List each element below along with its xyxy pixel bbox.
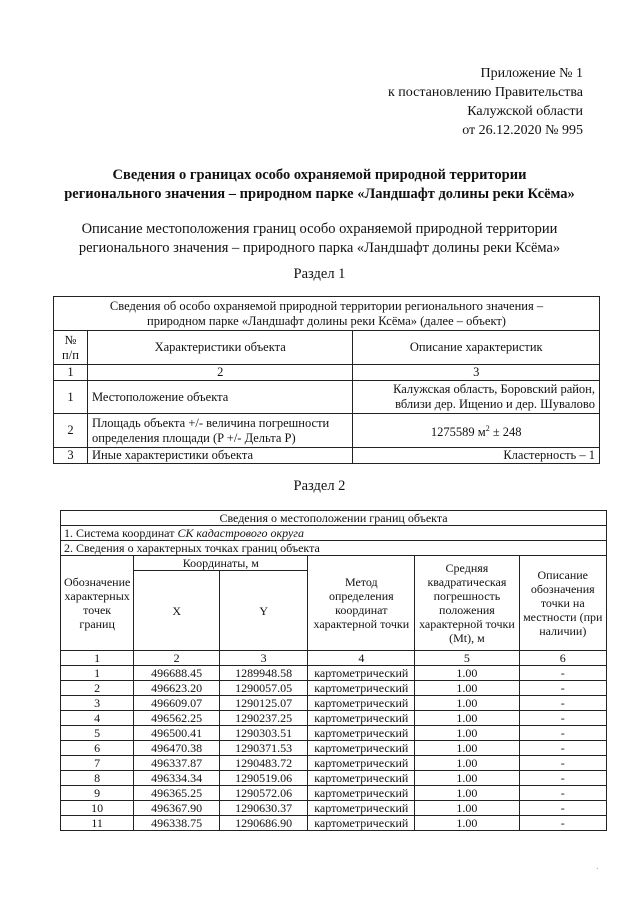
table-row <box>61 786 607 801</box>
method: картометрический <box>308 711 415 726</box>
column-number: 3 <box>220 651 308 666</box>
coord-y: 1290371.53 <box>220 741 308 756</box>
section2-heading: Раздел 2 <box>293 478 346 494</box>
row-name: Иные характеристики объекта <box>87 448 353 464</box>
mt-error: 1.00 <box>415 726 519 741</box>
mt-error: 1.00 <box>415 786 519 801</box>
header-number: № п/п <box>54 331 88 365</box>
coord-y: 1289948.58 <box>220 666 308 681</box>
point-number: 9 <box>61 786 134 801</box>
table-row <box>54 448 600 464</box>
appendix-line: к постановлению Правительства <box>387 85 583 100</box>
area-error: ± 248 <box>489 425 522 440</box>
points-info-line: 2. Сведения о характерных точках границ объекта <box>61 541 607 556</box>
method: картометрический <box>308 681 415 696</box>
point-number: 7 <box>61 756 134 771</box>
subtitle-line: регионального значения – природного парка «Ландшафт долины реки Ксёма» <box>78 240 561 256</box>
table-row <box>61 801 607 816</box>
coord-y: 1290125.07 <box>220 696 308 711</box>
coord-x: 496470.38 <box>134 741 220 756</box>
mt-error: 1.00 <box>415 741 519 756</box>
coord-x: 496500.41 <box>134 726 220 741</box>
point-description: - <box>519 711 606 726</box>
header-coordinates: Координаты, м <box>134 556 308 571</box>
header-description: Описание обозначения точки на местности (при наличии) <box>519 556 606 651</box>
coord-x: 496365.25 <box>134 786 220 801</box>
column-number: 2 <box>87 365 353 381</box>
table-row <box>61 816 607 831</box>
mt-error: 1.00 <box>415 771 519 786</box>
coord-y: 1290057.05 <box>220 681 308 696</box>
point-description: - <box>519 681 606 696</box>
column-number: 3 <box>353 365 600 381</box>
table-row <box>61 696 607 711</box>
coord-x: 496338.75 <box>134 816 220 831</box>
coord-y: 1290686.90 <box>220 816 308 831</box>
method: картометрический <box>308 666 415 681</box>
coord-x: 496337.87 <box>134 756 220 771</box>
point-number: 8 <box>61 771 134 786</box>
method: картометрический <box>308 771 415 786</box>
subtitle-line: Описание местоположения границ особо охраняемой природной территории <box>81 221 558 237</box>
method: картометрический <box>308 801 415 816</box>
point-number: 11 <box>61 816 134 831</box>
scan-artifact: · <box>595 864 599 875</box>
mt-error: 1.00 <box>415 696 519 711</box>
point-number: 5 <box>61 726 134 741</box>
table-row <box>61 756 607 771</box>
table-row <box>54 414 600 448</box>
point-description: - <box>519 786 606 801</box>
method: картометрический <box>308 786 415 801</box>
mt-error: 1.00 <box>415 816 519 831</box>
coordinate-system-name: СК кадастрового округа <box>177 526 304 540</box>
point-description: - <box>519 741 606 756</box>
point-number: 3 <box>61 696 134 711</box>
mt-error: 1.00 <box>415 711 519 726</box>
column-number: 5 <box>415 651 519 666</box>
row-value: Калужская область, Боровский район, вблизи дер. Ищенио и дер. Шувалово <box>353 381 600 414</box>
table-row <box>61 771 607 786</box>
table-row <box>61 681 607 696</box>
appendix-block <box>388 64 583 140</box>
coord-y: 1290483.72 <box>220 756 308 771</box>
coord-y: 1290630.37 <box>220 801 308 816</box>
title-line: регионального значения – природном парке «Ландшафт долины реки Ксёма» <box>64 186 575 202</box>
point-description: - <box>519 801 606 816</box>
appendix-line: Приложение № 1 <box>480 66 583 81</box>
coord-x: 496562.25 <box>134 711 220 726</box>
document-title <box>0 166 639 204</box>
point-number: 4 <box>61 711 134 726</box>
coordinate-system-line <box>61 526 607 541</box>
mt-error: 1.00 <box>415 681 519 696</box>
header-description: Описание характеристик <box>353 331 600 365</box>
point-number: 2 <box>61 681 134 696</box>
appendix-line: от 26.12.2020 № 995 <box>462 123 583 138</box>
table-row <box>61 726 607 741</box>
table-title: Сведения об особо охраняемой природной территории регионального значения – природном парке «Ландшафт долины реки Ксёма» (далее – объект) <box>54 297 600 331</box>
title-line: Сведения о границах особо охраняемой природной территории <box>112 167 527 183</box>
table-row <box>61 711 607 726</box>
method: картометрический <box>308 726 415 741</box>
table-row <box>61 666 607 681</box>
coord-x: 496334.34 <box>134 771 220 786</box>
coord-x: 496609.07 <box>134 696 220 711</box>
point-number: 6 <box>61 741 134 756</box>
point-description: - <box>519 816 606 831</box>
header-method: Метод определения координат характерной точки <box>308 556 415 651</box>
points-body <box>61 666 607 831</box>
boundary-points-table <box>60 510 607 831</box>
object-info-table <box>53 296 600 464</box>
row-number: 2 <box>54 414 88 448</box>
coord-y: 1290572.06 <box>220 786 308 801</box>
row-number: 1 <box>54 381 88 414</box>
section1-heading: Раздел 1 <box>293 266 346 282</box>
appendix-line: Калужской области <box>467 104 583 119</box>
point-description: - <box>519 666 606 681</box>
point-description: - <box>519 771 606 786</box>
header-y: Y <box>220 571 308 651</box>
coord-x: 496367.90 <box>134 801 220 816</box>
row-number: 3 <box>54 448 88 464</box>
mt-error: 1.00 <box>415 756 519 771</box>
point-description: - <box>519 696 606 711</box>
row-value <box>353 414 600 448</box>
mt-error: 1.00 <box>415 666 519 681</box>
row-name: Площадь объекта +/- величина погрешности определения площади (P +/- Дельта P) <box>87 414 353 448</box>
point-description: - <box>519 726 606 741</box>
row-name: Местоположение объекта <box>87 381 353 414</box>
row-value: Кластерность – 1 <box>353 448 600 464</box>
coord-x: 496688.45 <box>134 666 220 681</box>
area-unit-exponent: 2 <box>485 423 490 433</box>
column-number: 2 <box>134 651 220 666</box>
column-number: 1 <box>61 651 134 666</box>
table-row <box>61 741 607 756</box>
coord-x: 496623.20 <box>134 681 220 696</box>
column-number: 4 <box>308 651 415 666</box>
document-subtitle <box>0 220 639 258</box>
mt-error: 1.00 <box>415 801 519 816</box>
point-number: 1 <box>61 666 134 681</box>
point-number: 10 <box>61 801 134 816</box>
coord-y: 1290237.25 <box>220 711 308 726</box>
area-value: 1275589 м <box>430 425 486 440</box>
coordinate-system-prefix: 1. Система координат <box>64 526 178 540</box>
column-number: 1 <box>54 365 88 381</box>
header-x: X <box>134 571 220 651</box>
method: картометрический <box>308 741 415 756</box>
table-row <box>54 381 600 414</box>
header-characteristics: Характеристики объекта <box>87 331 353 365</box>
point-description: - <box>519 756 606 771</box>
header-point: Обозначение характерных точек границ <box>61 556 134 651</box>
coord-y: 1290519.06 <box>220 771 308 786</box>
method: картометрический <box>308 756 415 771</box>
method: картометрический <box>308 696 415 711</box>
header-error: Средняя квадратическая погрешность положения характерной точки (Mt), м <box>415 556 519 651</box>
column-number: 6 <box>519 651 606 666</box>
table-title: Сведения о местоположении границ объекта <box>61 511 607 526</box>
coord-y: 1290303.51 <box>220 726 308 741</box>
method: картометрический <box>308 816 415 831</box>
